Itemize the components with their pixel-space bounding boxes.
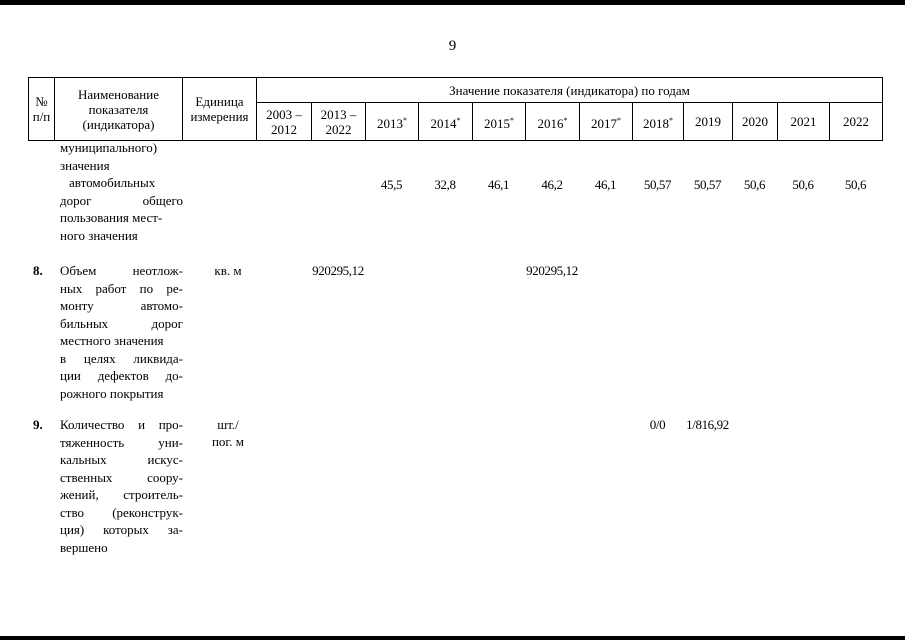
value-cell: 50,6 bbox=[743, 177, 766, 192]
row-continuation-name-line: значения bbox=[60, 157, 110, 173]
row-8-unit: кв. м bbox=[214, 263, 242, 278]
header-year-label: 2013 – bbox=[320, 106, 357, 122]
indicator-table-header bbox=[28, 77, 883, 141]
row-9-number: 9. bbox=[33, 417, 43, 432]
row-8-name-line: монту автомо- bbox=[60, 298, 183, 313]
header-year-footnote-mark: * bbox=[563, 115, 568, 125]
header-year-label: 2015 bbox=[484, 115, 510, 131]
header-unit-column bbox=[183, 78, 257, 141]
header-year-footnote-mark: * bbox=[456, 115, 461, 125]
header-number-column bbox=[29, 78, 55, 141]
header-name-line-2: показателя bbox=[88, 101, 149, 117]
header-year-footnote-mark: * bbox=[669, 115, 673, 125]
row-9-name-line: жений, строитель- bbox=[60, 487, 183, 502]
value-cell: 50,57 bbox=[693, 177, 722, 192]
header-year-label: 2016 bbox=[537, 115, 564, 131]
value-cell: 0/0 bbox=[649, 417, 666, 432]
header-year-cell bbox=[312, 103, 366, 141]
header-year-label: 2021 bbox=[790, 114, 817, 129]
header-year-cell bbox=[419, 103, 473, 141]
header-year-cell bbox=[366, 103, 419, 141]
header-years-group-title: Значение показателя (индикатора) по годам bbox=[257, 78, 883, 103]
header-year-label: 2017 bbox=[591, 115, 617, 131]
header-name-line-1: Наименование bbox=[78, 86, 159, 102]
row-8-name-line: ных работ по ре- bbox=[60, 280, 183, 296]
row-continuation-name-line: муниципального) bbox=[60, 140, 158, 155]
row-9-unit-line-1: шт./ bbox=[217, 417, 239, 432]
row-9-name-line: ственных соору- bbox=[60, 469, 183, 485]
header-year-sublabel: 2022 bbox=[325, 121, 352, 137]
row-continuation-name-line: дорог общего bbox=[60, 192, 183, 208]
row-9-name bbox=[60, 416, 183, 556]
value-cell: 920295,12 bbox=[312, 263, 364, 278]
value-cell: 46,2 bbox=[541, 177, 563, 192]
header-year-cell bbox=[473, 103, 526, 141]
value-cell: 920295,12 bbox=[526, 263, 578, 278]
value-cell: 46,1 bbox=[594, 177, 617, 192]
header-year-label: 2013 bbox=[377, 115, 403, 131]
header-year-cell bbox=[580, 103, 633, 141]
row-8-name-line: местного значения bbox=[60, 333, 164, 348]
header-year-cell bbox=[733, 103, 778, 141]
value-cell: 1/816,92 bbox=[686, 417, 729, 432]
row-9-unit bbox=[193, 416, 263, 450]
row-9-name-line: Количество и про- bbox=[60, 417, 183, 432]
value-cell: 46,1 bbox=[487, 177, 510, 192]
page-number: 9 bbox=[448, 38, 457, 54]
header-unit-line-1: Единица bbox=[195, 94, 244, 109]
header-year-cell bbox=[830, 103, 883, 141]
value-cell: 50,57 bbox=[643, 177, 672, 192]
row-9-name-line: вершено bbox=[60, 539, 108, 555]
header-year-label: 2022 bbox=[843, 114, 869, 129]
row-8-name-line: в целях ликвида- bbox=[60, 350, 183, 366]
header-year-cell bbox=[257, 103, 312, 141]
header-year-sublabel: 2012 bbox=[271, 121, 297, 137]
row-continuation-name-line: пользования мест- bbox=[60, 210, 163, 225]
row-9-unit-line-2: пог. м bbox=[211, 434, 245, 449]
value-cell: 50,6 bbox=[792, 177, 814, 192]
header-year-label: 2014 bbox=[430, 115, 457, 131]
header-year-label: 2019 bbox=[695, 114, 721, 129]
value-cell: 50,6 bbox=[844, 177, 867, 192]
header-year-label: 2020 bbox=[742, 114, 768, 129]
row-continuation-name bbox=[60, 139, 183, 244]
row-9-name-line: ция) которых за- bbox=[60, 522, 183, 537]
row-8-name bbox=[60, 262, 183, 402]
row-continuation-name-line: ного значения bbox=[60, 227, 138, 243]
row-9-name-line: тяженность уни- bbox=[60, 434, 183, 450]
row-8-name-line: Объем неотлож- bbox=[60, 263, 183, 278]
row-8-name-line: бильных дорог bbox=[60, 315, 183, 331]
value-cell: 45,5 bbox=[380, 177, 403, 192]
row-8-name-line: ции дефектов до- bbox=[60, 368, 183, 383]
header-year-label: 2003 – bbox=[266, 106, 302, 122]
row-8-number: 8. bbox=[33, 263, 43, 278]
header-year-cell bbox=[633, 103, 684, 141]
header-year-cell bbox=[684, 103, 733, 141]
row-9-name-line: кальных искус- bbox=[60, 452, 183, 467]
value-cell: 32,8 bbox=[434, 177, 456, 192]
header-name-column bbox=[55, 78, 183, 141]
header-year-cell bbox=[778, 103, 830, 141]
header-year-footnote-mark: * bbox=[403, 115, 407, 125]
header-unit-line-2: измерения bbox=[190, 109, 249, 124]
row-continuation-name-line: автомобильных bbox=[69, 175, 156, 190]
row-8-name-line: рожного покрытия bbox=[60, 385, 164, 401]
header-name-line-3: (индикатора) bbox=[82, 116, 155, 132]
header-year-footnote-mark: * bbox=[510, 115, 514, 125]
header-year-label: 2018 bbox=[643, 115, 669, 131]
header-number-line-2: п/п bbox=[32, 109, 51, 124]
header-year-cell bbox=[526, 103, 580, 141]
header-year-footnote-mark: * bbox=[617, 115, 621, 125]
bottom-border-rule bbox=[0, 636, 905, 640]
header-number-line-1: № bbox=[35, 94, 48, 109]
top-border-rule bbox=[0, 0, 905, 5]
row-9-name-line: ство (реконструк- bbox=[60, 504, 183, 520]
